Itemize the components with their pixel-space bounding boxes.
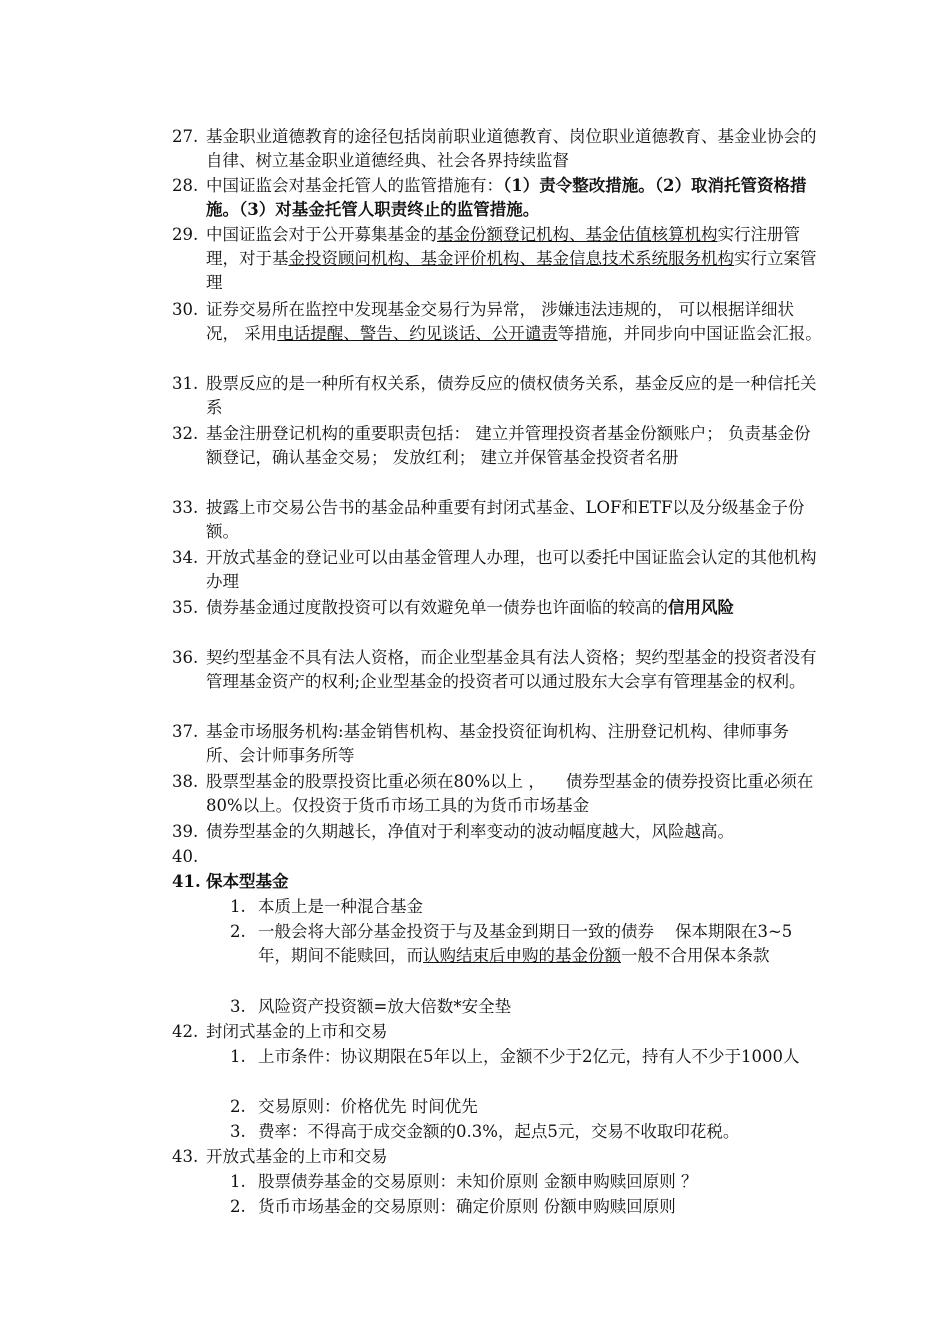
sub-item-number: 3. — [230, 1122, 246, 1141]
list-item-33 — [172, 496, 822, 544]
sub-item-number: 1. — [230, 1047, 246, 1066]
section-heading: 开放式基金的上市和交易 — [206, 1147, 388, 1166]
sub-item-number: 1. — [230, 1172, 246, 1191]
item-number: 32. — [172, 424, 199, 443]
sub-item-42-1 — [230, 1045, 800, 1069]
sub-item-number: 2. — [230, 922, 246, 941]
sub-item-text: 上市条件：协议期限在5年以上，金额不少于2亿元，持有人不少于1000人 — [258, 1047, 800, 1066]
sub-item-text — [258, 920, 800, 968]
item-number: 28. — [172, 176, 199, 195]
list-item-28 — [172, 174, 822, 222]
list-item-30 — [172, 298, 822, 346]
text-run: 等措施，并同步向中国证监会汇报。 — [557, 324, 822, 344]
item-text — [206, 174, 822, 222]
sub-item-number: 2. — [230, 1197, 246, 1216]
section-heading: 封闭式基金的上市和交易 — [206, 1022, 388, 1041]
underlined-text: 金投资顾问机构、基金评价机构、基金信息技术系统服务机构 — [288, 249, 734, 269]
item-number: 37. — [172, 722, 199, 741]
text-run: 实行注册管理，对于基 — [206, 225, 800, 269]
text-run: 中国证监会对于公开募集基金的 — [206, 225, 437, 244]
sub-item-number: 1. — [230, 897, 246, 916]
item-number: 42. — [172, 1022, 199, 1041]
bold-text: 信用风险 — [668, 598, 734, 617]
item-text: 披露上市交易公告书的基金品种重要有封闭式基金、LOF和ETF以及分级基金子份额。 — [206, 498, 805, 542]
list-item-41 — [172, 870, 822, 894]
list-item-29 — [172, 223, 822, 296]
text-run: 一般会将大部分基金投资于与及基金到期日一致的债券 保本期限在3~5年，期间不能赎回，而 — [258, 922, 793, 966]
item-text — [206, 596, 822, 620]
list-item-35 — [172, 596, 822, 620]
item-text: 债券型基金的久期越长，净值对于利率变动的波动幅度越大，风险越高。 — [206, 822, 734, 841]
item-number: 29. — [172, 225, 199, 244]
sub-item-41-2 — [230, 920, 800, 968]
list-item-43 — [172, 1145, 822, 1169]
list-item-42 — [172, 1020, 822, 1044]
sub-item-42-3 — [230, 1120, 850, 1144]
text-run: 债券基金通过度散投资可以有效避免单一债券也许面临的较高的 — [206, 598, 668, 617]
item-number: 39. — [172, 822, 199, 841]
sub-item-text: 货币市场基金的交易原则：确定价原则 份额申购赎回原则 — [258, 1197, 676, 1216]
item-text: 股票反应的是一种所有权关系，债券反应的债权债务关系，基金反应的是一种信托关系 — [206, 374, 817, 418]
sub-item-text: 费率：不得高于成交金额的0.3%，起点5元，交易不收取印花税。 — [258, 1122, 740, 1141]
underlined-text: 基金份额登记机构、基金估值核算机构 — [437, 225, 718, 244]
item-number: 40. — [172, 847, 199, 866]
list-item-34 — [172, 546, 822, 594]
list-item-27 — [172, 125, 822, 173]
item-text: 基金注册登记机构的重要职责包括： 建立并管理投资者基金份额账户； 负责基金份 额登记，确认基金交易； 发放红利； 建立并保管基金投资者名册 — [206, 424, 811, 468]
item-number: 36. — [172, 648, 199, 667]
section-heading: 保本型基金 — [206, 872, 289, 891]
item-number: 34. — [172, 548, 199, 567]
item-text: 股票型基金的股票投资比重必须在80%以上 ， 债券型基金的债券投资比重必须在80%以上。仅投资于货币市场工具的为货币市场基金 — [206, 772, 814, 816]
sub-item-number: 3. — [230, 997, 246, 1016]
item-number: 33. — [172, 498, 199, 517]
list-item-38 — [172, 770, 822, 818]
list-item-36 — [172, 646, 822, 694]
item-number: 35. — [172, 598, 199, 617]
sub-item-43-2 — [230, 1195, 820, 1219]
sub-item-43-1 — [230, 1170, 820, 1194]
sub-item-text: 交易原则：价格优先 时间优先 — [258, 1097, 478, 1116]
item-number: 30. — [172, 300, 199, 319]
text-run: 实行立案管理 — [206, 249, 817, 293]
list-item-32 — [172, 422, 822, 470]
list-item-31 — [172, 372, 822, 420]
item-text — [206, 223, 822, 296]
sub-item-number: 2. — [230, 1097, 246, 1116]
item-number: 38. — [172, 772, 199, 791]
underlined-text: 认购结束后申购的基金份额 — [423, 946, 621, 966]
item-text — [206, 298, 822, 346]
sub-item-42-2 — [230, 1095, 820, 1119]
sub-item-text: 风险资产投资额=放大倍数*安全垫 — [258, 997, 512, 1016]
list-item-37 — [172, 720, 822, 768]
item-number: 43. — [172, 1147, 199, 1166]
item-text: 基金职业道德教育的途径包括岗前职业道德教育、岗位职业道德教育、基金业协会的自律、树立基金职业道德经典、社会各界持续监督 — [206, 127, 817, 171]
sub-item-41-1 — [230, 895, 820, 919]
item-number: 27. — [172, 127, 199, 146]
text-run: 中国证监会对基金托管人的监管措施有： — [206, 176, 503, 195]
list-item-39 — [172, 820, 852, 844]
item-text: 基金市场服务机构:基金销售机构、基金投资征询机构、注册登记机构、律师事务所、会计师事务所等 — [206, 722, 790, 766]
item-text: 开放式基金的登记业可以由基金管理人办理，也可以委托中国证监会认定的其他机构办理 — [206, 548, 817, 592]
text-run: 一般不合用保本条款 — [621, 946, 770, 966]
item-text: 契约型基金不具有法人资格，而企业型基金具有法人资格；契约型基金的投资者没有管理基金资产的权利;企业型基金的投资者可以通过股东大会享有管理基金的权利。 — [206, 648, 817, 692]
bold-text: （1）责令整改措施。（2）取消托管资格措施。（3）对基金托管人职责终止的监管措施。 — [206, 176, 807, 220]
sub-item-41-3 — [230, 995, 820, 1019]
item-number: 41. — [172, 872, 201, 891]
sub-item-text: 本质上是一种混合基金 — [258, 897, 423, 916]
item-number: 31. — [172, 374, 199, 393]
underlined-text: 电话提醒、警告、约见谈话、公开谴责 — [277, 324, 558, 344]
sub-item-text: 股票债券基金的交易原则：未知价原则 金额申购赎回原则 ？ — [258, 1172, 698, 1191]
text-run: 证券交易所在监控中发现基金交易行为异常， 涉嫌违法违规的， 可以根据详细状况， 采用 — [206, 300, 794, 344]
